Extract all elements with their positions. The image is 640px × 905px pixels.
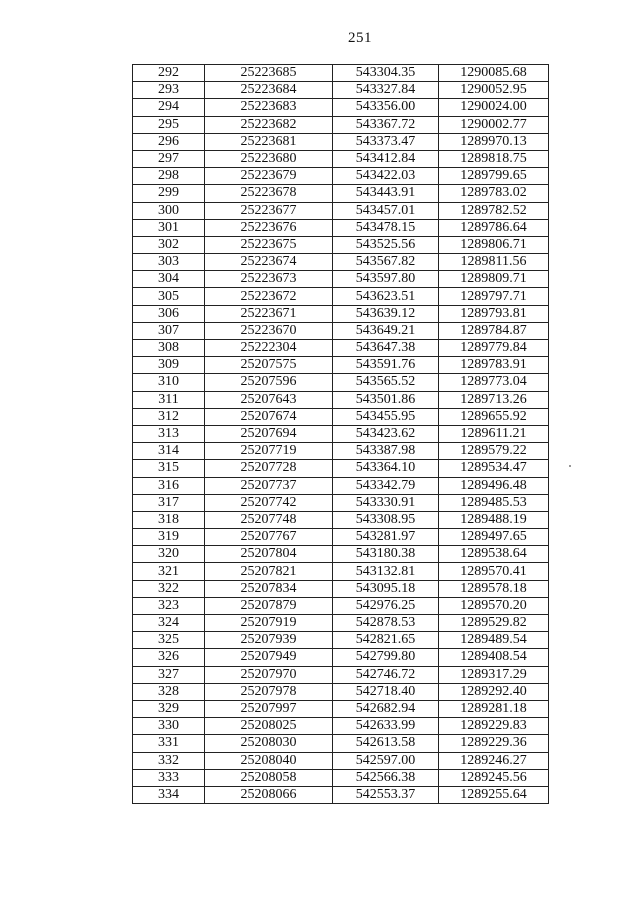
point-number-cell: 318 — [133, 511, 205, 528]
x-coordinate-cell: 543478.15 — [333, 219, 439, 236]
table-row — [133, 305, 549, 322]
table-row — [133, 460, 549, 477]
table-row — [133, 219, 549, 236]
table-row — [133, 82, 549, 99]
x-coordinate-cell: 543623.51 — [333, 288, 439, 305]
x-coordinate-cell: 542633.99 — [333, 718, 439, 735]
point-number-cell: 316 — [133, 477, 205, 494]
point-id-cell: 25208025 — [205, 718, 333, 735]
x-coordinate-cell: 543132.81 — [333, 563, 439, 580]
point-number-cell: 327 — [133, 666, 205, 683]
y-coordinate-cell: 1289255.64 — [439, 786, 549, 803]
x-coordinate-cell: 542597.00 — [333, 752, 439, 769]
table-row — [133, 752, 549, 769]
point-id-cell: 25208058 — [205, 769, 333, 786]
x-coordinate-cell: 543597.80 — [333, 271, 439, 288]
y-coordinate-cell: 1289784.87 — [439, 322, 549, 339]
table-row — [133, 563, 549, 580]
x-coordinate-cell: 542799.80 — [333, 649, 439, 666]
point-id-cell: 25207879 — [205, 597, 333, 614]
table-row — [133, 494, 549, 511]
x-coordinate-cell: 543180.38 — [333, 546, 439, 563]
table-row — [133, 700, 549, 717]
point-id-cell: 25207919 — [205, 615, 333, 632]
y-coordinate-cell: 1289818.75 — [439, 150, 549, 167]
point-id-cell: 25223671 — [205, 305, 333, 322]
point-number-cell: 323 — [133, 597, 205, 614]
point-id-cell: 25223685 — [205, 65, 333, 82]
point-number-cell: 295 — [133, 116, 205, 133]
y-coordinate-cell: 1289783.91 — [439, 357, 549, 374]
y-coordinate-cell: 1289246.27 — [439, 752, 549, 769]
y-coordinate-cell: 1289292.40 — [439, 683, 549, 700]
page-number: 251 — [348, 30, 372, 46]
point-id-cell: 25207719 — [205, 443, 333, 460]
x-coordinate-cell: 542821.65 — [333, 632, 439, 649]
point-id-cell: 25207978 — [205, 683, 333, 700]
point-id-cell: 25208040 — [205, 752, 333, 769]
x-coordinate-cell: 542566.38 — [333, 769, 439, 786]
table-row — [133, 632, 549, 649]
y-coordinate-cell: 1289811.56 — [439, 254, 549, 271]
point-number-cell: 334 — [133, 786, 205, 803]
table-row — [133, 597, 549, 614]
x-coordinate-cell: 543443.91 — [333, 185, 439, 202]
point-number-cell: 321 — [133, 563, 205, 580]
point-number-cell: 308 — [133, 340, 205, 357]
point-id-cell: 25223675 — [205, 236, 333, 253]
table-row — [133, 546, 549, 563]
table-row — [133, 340, 549, 357]
y-coordinate-cell: 1289497.65 — [439, 529, 549, 546]
scan-speck — [569, 465, 571, 467]
x-coordinate-cell: 543095.18 — [333, 580, 439, 597]
table-body — [133, 65, 549, 804]
point-id-cell: 25207728 — [205, 460, 333, 477]
point-id-cell: 25207742 — [205, 494, 333, 511]
y-coordinate-cell: 1289229.36 — [439, 735, 549, 752]
table-row — [133, 511, 549, 528]
y-coordinate-cell: 1289281.18 — [439, 700, 549, 717]
table-row — [133, 357, 549, 374]
point-number-cell: 301 — [133, 219, 205, 236]
point-number-cell: 298 — [133, 168, 205, 185]
point-number-cell: 332 — [133, 752, 205, 769]
point-id-cell: 25223677 — [205, 202, 333, 219]
x-coordinate-cell: 542718.40 — [333, 683, 439, 700]
table-row — [133, 666, 549, 683]
x-coordinate-cell: 543639.12 — [333, 305, 439, 322]
point-id-cell: 25223682 — [205, 116, 333, 133]
table-row — [133, 150, 549, 167]
y-coordinate-cell: 1289534.47 — [439, 460, 549, 477]
table-row — [133, 99, 549, 116]
table-row — [133, 649, 549, 666]
x-coordinate-cell: 543327.84 — [333, 82, 439, 99]
y-coordinate-cell: 1289806.71 — [439, 236, 549, 253]
table-row — [133, 391, 549, 408]
table-row — [133, 168, 549, 185]
point-number-cell: 304 — [133, 271, 205, 288]
point-number-cell: 310 — [133, 374, 205, 391]
table-row — [133, 615, 549, 632]
point-number-cell: 325 — [133, 632, 205, 649]
table-row — [133, 374, 549, 391]
point-number-cell: 313 — [133, 425, 205, 442]
x-coordinate-cell: 543455.95 — [333, 408, 439, 425]
point-id-cell: 25223679 — [205, 168, 333, 185]
table-row — [133, 769, 549, 786]
y-coordinate-cell: 1289970.13 — [439, 133, 549, 150]
point-id-cell: 25207694 — [205, 425, 333, 442]
point-id-cell: 25223672 — [205, 288, 333, 305]
y-coordinate-cell: 1289793.81 — [439, 305, 549, 322]
table-row — [133, 65, 549, 82]
table-row — [133, 683, 549, 700]
y-coordinate-cell: 1289578.18 — [439, 580, 549, 597]
x-coordinate-cell: 542613.58 — [333, 735, 439, 752]
point-number-cell: 329 — [133, 700, 205, 717]
y-coordinate-cell: 1289779.84 — [439, 340, 549, 357]
x-coordinate-cell: 543330.91 — [333, 494, 439, 511]
point-number-cell: 317 — [133, 494, 205, 511]
point-id-cell: 25223673 — [205, 271, 333, 288]
point-id-cell: 25223676 — [205, 219, 333, 236]
x-coordinate-cell: 542553.37 — [333, 786, 439, 803]
point-number-cell: 292 — [133, 65, 205, 82]
y-coordinate-cell: 1289245.56 — [439, 769, 549, 786]
point-id-cell: 25222304 — [205, 340, 333, 357]
point-id-cell: 25207939 — [205, 632, 333, 649]
x-coordinate-cell: 543281.97 — [333, 529, 439, 546]
point-number-cell: 305 — [133, 288, 205, 305]
point-id-cell: 25223670 — [205, 322, 333, 339]
table-row — [133, 477, 549, 494]
x-coordinate-cell: 543457.01 — [333, 202, 439, 219]
point-id-cell: 25223684 — [205, 82, 333, 99]
point-id-cell: 25207596 — [205, 374, 333, 391]
point-id-cell: 25207834 — [205, 580, 333, 597]
point-number-cell: 311 — [133, 391, 205, 408]
y-coordinate-cell: 1289529.82 — [439, 615, 549, 632]
y-coordinate-cell: 1289611.21 — [439, 425, 549, 442]
x-coordinate-cell: 543412.84 — [333, 150, 439, 167]
x-coordinate-cell: 543565.52 — [333, 374, 439, 391]
point-number-cell: 330 — [133, 718, 205, 735]
x-coordinate-cell: 543501.86 — [333, 391, 439, 408]
table-row — [133, 718, 549, 735]
x-coordinate-cell: 543567.82 — [333, 254, 439, 271]
y-coordinate-cell: 1289570.41 — [439, 563, 549, 580]
point-id-cell: 25223681 — [205, 133, 333, 150]
x-coordinate-cell: 542976.25 — [333, 597, 439, 614]
y-coordinate-cell: 1289773.04 — [439, 374, 549, 391]
point-id-cell: 25208066 — [205, 786, 333, 803]
table-row — [133, 408, 549, 425]
coordinates-table — [132, 64, 549, 804]
table-row — [133, 236, 549, 253]
y-coordinate-cell: 1289488.19 — [439, 511, 549, 528]
y-coordinate-cell: 1289317.29 — [439, 666, 549, 683]
table-row — [133, 185, 549, 202]
point-id-cell: 25223680 — [205, 150, 333, 167]
x-coordinate-cell: 543356.00 — [333, 99, 439, 116]
point-number-cell: 331 — [133, 735, 205, 752]
x-coordinate-cell: 542746.72 — [333, 666, 439, 683]
point-id-cell: 25207748 — [205, 511, 333, 528]
x-coordinate-cell: 543364.10 — [333, 460, 439, 477]
point-number-cell: 319 — [133, 529, 205, 546]
x-coordinate-cell: 543591.76 — [333, 357, 439, 374]
point-id-cell: 25223678 — [205, 185, 333, 202]
x-coordinate-cell: 542682.94 — [333, 700, 439, 717]
point-number-cell: 328 — [133, 683, 205, 700]
y-coordinate-cell: 1289489.54 — [439, 632, 549, 649]
table-row — [133, 116, 549, 133]
x-coordinate-cell: 543367.72 — [333, 116, 439, 133]
y-coordinate-cell: 1289713.26 — [439, 391, 549, 408]
point-id-cell: 25207804 — [205, 546, 333, 563]
x-coordinate-cell: 543373.47 — [333, 133, 439, 150]
y-coordinate-cell: 1289579.22 — [439, 443, 549, 460]
x-coordinate-cell: 542878.53 — [333, 615, 439, 632]
y-coordinate-cell: 1289229.83 — [439, 718, 549, 735]
point-id-cell: 25207997 — [205, 700, 333, 717]
point-number-cell: 299 — [133, 185, 205, 202]
x-coordinate-cell: 543387.98 — [333, 443, 439, 460]
x-coordinate-cell: 543649.21 — [333, 322, 439, 339]
y-coordinate-cell: 1289485.53 — [439, 494, 549, 511]
table-row — [133, 529, 549, 546]
table-row — [133, 288, 549, 305]
point-number-cell: 306 — [133, 305, 205, 322]
y-coordinate-cell: 1289782.52 — [439, 202, 549, 219]
table-row — [133, 735, 549, 752]
x-coordinate-cell: 543304.35 — [333, 65, 439, 82]
point-id-cell: 25207949 — [205, 649, 333, 666]
point-number-cell: 300 — [133, 202, 205, 219]
table-row — [133, 443, 549, 460]
point-id-cell: 25207575 — [205, 357, 333, 374]
x-coordinate-cell: 543423.62 — [333, 425, 439, 442]
x-coordinate-cell: 543647.38 — [333, 340, 439, 357]
x-coordinate-cell: 543525.56 — [333, 236, 439, 253]
point-id-cell: 25207970 — [205, 666, 333, 683]
y-coordinate-cell: 1289799.65 — [439, 168, 549, 185]
x-coordinate-cell: 543308.95 — [333, 511, 439, 528]
table-row — [133, 254, 549, 271]
y-coordinate-cell: 1289538.64 — [439, 546, 549, 563]
table-row — [133, 580, 549, 597]
point-id-cell: 25207674 — [205, 408, 333, 425]
point-number-cell: 293 — [133, 82, 205, 99]
y-coordinate-cell: 1289797.71 — [439, 288, 549, 305]
point-number-cell: 303 — [133, 254, 205, 271]
y-coordinate-cell: 1289496.48 — [439, 477, 549, 494]
point-number-cell: 312 — [133, 408, 205, 425]
table-row — [133, 322, 549, 339]
table-row — [133, 425, 549, 442]
point-number-cell: 322 — [133, 580, 205, 597]
y-coordinate-cell: 1289786.64 — [439, 219, 549, 236]
y-coordinate-cell: 1290052.95 — [439, 82, 549, 99]
point-number-cell: 309 — [133, 357, 205, 374]
y-coordinate-cell: 1290024.00 — [439, 99, 549, 116]
x-coordinate-cell: 543342.79 — [333, 477, 439, 494]
point-id-cell: 25207767 — [205, 529, 333, 546]
point-number-cell: 296 — [133, 133, 205, 150]
table-row — [133, 786, 549, 803]
y-coordinate-cell: 1290002.77 — [439, 116, 549, 133]
point-number-cell: 320 — [133, 546, 205, 563]
table-row — [133, 133, 549, 150]
point-id-cell: 25207737 — [205, 477, 333, 494]
point-id-cell: 25223674 — [205, 254, 333, 271]
y-coordinate-cell: 1289783.02 — [439, 185, 549, 202]
point-number-cell: 297 — [133, 150, 205, 167]
point-id-cell: 25207821 — [205, 563, 333, 580]
point-number-cell: 333 — [133, 769, 205, 786]
y-coordinate-cell: 1289408.54 — [439, 649, 549, 666]
point-number-cell: 314 — [133, 443, 205, 460]
point-number-cell: 307 — [133, 322, 205, 339]
point-id-cell: 25207643 — [205, 391, 333, 408]
point-number-cell: 294 — [133, 99, 205, 116]
table-row — [133, 271, 549, 288]
point-number-cell: 315 — [133, 460, 205, 477]
point-id-cell: 25223683 — [205, 99, 333, 116]
point-id-cell: 25208030 — [205, 735, 333, 752]
x-coordinate-cell: 543422.03 — [333, 168, 439, 185]
point-number-cell: 302 — [133, 236, 205, 253]
point-number-cell: 326 — [133, 649, 205, 666]
y-coordinate-cell: 1289570.20 — [439, 597, 549, 614]
table-row — [133, 202, 549, 219]
y-coordinate-cell: 1290085.68 — [439, 65, 549, 82]
y-coordinate-cell: 1289809.71 — [439, 271, 549, 288]
y-coordinate-cell: 1289655.92 — [439, 408, 549, 425]
point-number-cell: 324 — [133, 615, 205, 632]
